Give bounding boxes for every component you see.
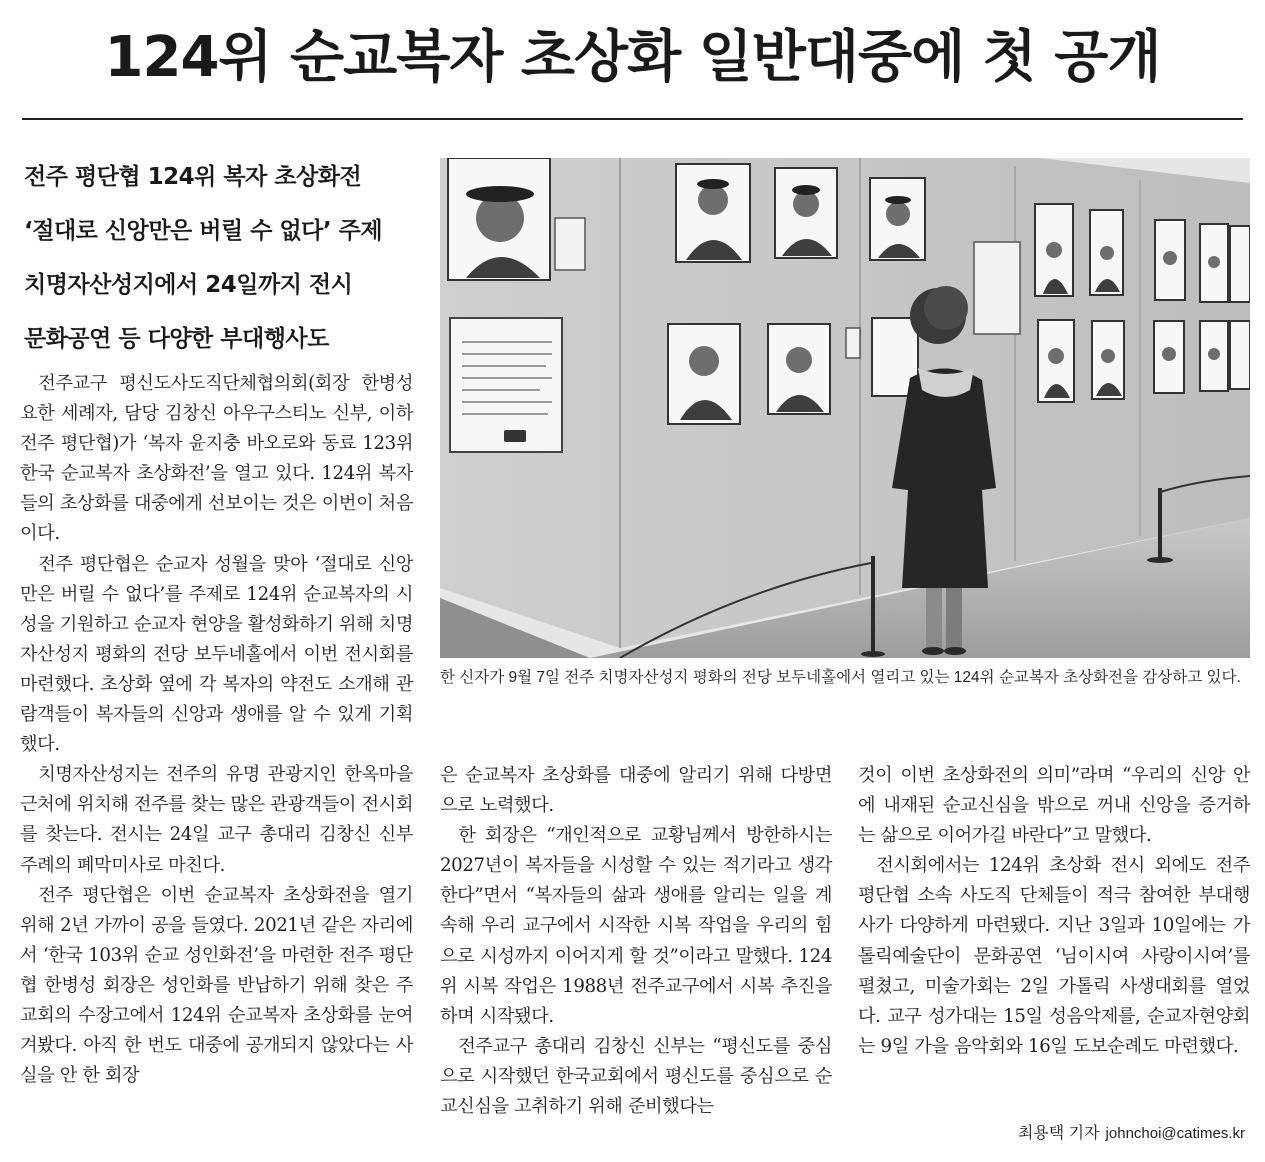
body-paragraph: 것이 이번 초상화전의 의미”라며 “우리의 신앙 안에 내재된 순교신심을 밖으로 꺼내 신앙을 증거하는 삶으로 이어가길 바란다”고 말했다. — [858, 765, 1250, 847]
subheadline-3: 치명자산성지에서 24일까지 전시 — [24, 272, 353, 298]
body-paragraph: 전주교구 평신도사도직단체협의회(회장 한병성 요한 세례자, 담당 김창신 아우구스티노 신부, 이하 전주 평단협)가 ‘복자 윤지충 바오로와 동료 123위 한국 순교복자 초상화전’을 열고 있다. 124위 복자들의 초상화를 대중에게 선보이는 것은 이번이 처음이다. — [20, 373, 413, 545]
subheadline-1: 전주 평단협 124위 복자 초상화전 — [24, 164, 362, 190]
subheadline-block — [24, 150, 424, 366]
body-paragraph: 전주 평단협은 순교자 성월을 맞아 ‘절대로 신앙만은 버릴 수 없다’를 주제로 124위 순교복자의 시성을 기원하고 순교자 현양을 활성화하기 위해 치명자산성지 평화의 전당 보두네홀에서 이번 전시회를 마련했다. 초상화 옆에 각 복자의 약전도 소개해 관람객들이 복자들의 신앙과 생애를 알 수 있게 기획했다. — [20, 553, 413, 756]
body-column-2 — [440, 761, 832, 1122]
subheadline-4: 문화공연 등 다양한 부대행사도 — [24, 326, 329, 352]
subheadline-2: ‘절대로 신앙만은 버릴 수 없다’ 주제 — [24, 218, 383, 244]
body-paragraph: 한 회장은 “개인적으로 교황님께서 방한하시는 2027년이 복자들을 시성할 수 있는 적기라고 생각한다”면서 “복자들의 삶과 생애를 알리는 일을 계속해 우리 교구에서 시작한 시복 작업을 우리의 힘으로 시성까지 이어지게 할 것”이라고 말했다. 124위 시복 작업은 1988년 전주교구에서 시복 추진을 하며 시작됐다. — [440, 825, 832, 1027]
body-paragraph: 은 순교복자 초상화를 대중에 알리기 위해 다방면으로 노력했다. — [440, 765, 832, 817]
body-column-3 — [858, 761, 1250, 1062]
body-paragraph: 전시회에서는 124위 초상화 전시 외에도 전주 평단협 소속 사도직 단체들이 적극 참여한 부대행사가 다양하게 마련됐다. 지난 3일과 10일에는 가톨릭예술단이 문화공연 ‘님이시여 사랑이시여’를 펼쳤고, 미술가회는 2일 가톨릭 사생대회를 열었다. 교구 성가대는 15일 성음악제를, 순교자현양회는 9일 가을 음악회와 16일 도보순례도 마련했다. — [858, 855, 1250, 1057]
body-paragraph: 전주교구 총대리 김창신 신부는 “평신도를 중심으로 시작했던 한국교회에서 평신도를 중심으로 순교신심을 고취하기 위해 준비했다는 — [440, 1035, 832, 1118]
photo-caption: 한 신자가 9월 7일 전주 치명자산성지 평화의 전당 보두네홀에서 열리고 있는 124위 순교복자 초상화전을 감상하고 있다. — [440, 669, 1241, 686]
body-paragraph: 치명자산성지는 전주의 유명 관광지인 한옥마을 근처에 위치해 전주를 찾는 많은 관광객들이 전시회를 찾는다. 전시는 24일 교구 총대리 김창신 신부 주례의 폐막미사로 마친다. — [20, 764, 413, 876]
reporter-email[interactable]: johnchoi@catimes.kr — [1105, 1125, 1245, 1142]
reporter-name: 최용택 기자 — [1017, 1125, 1100, 1142]
body-column-1 — [20, 369, 413, 1091]
exhibition-photo — [440, 158, 1250, 658]
byline — [1018, 1120, 1245, 1143]
headline: 124위 순교복자 초상화 일반대중에 첫 공개 — [104, 25, 1161, 90]
body-paragraph: 전주 평단협은 이번 순교복자 초상화전을 열기 위해 2년 가까이 공을 들였다. 2021년 같은 자리에서 ‘한국 103위 순교 성인화전’을 마련한 전주 평단협 한병성 회장은 성인화를 반납하기 위해 찾은 주교회의 수장고에서 124위 순교복자 초상화를 눈여겨봤다. 아직 한 번도 대중에 공개되지 않았다는 사실을 안 한 회장 — [20, 884, 413, 1087]
headline-rule — [22, 118, 1243, 120]
